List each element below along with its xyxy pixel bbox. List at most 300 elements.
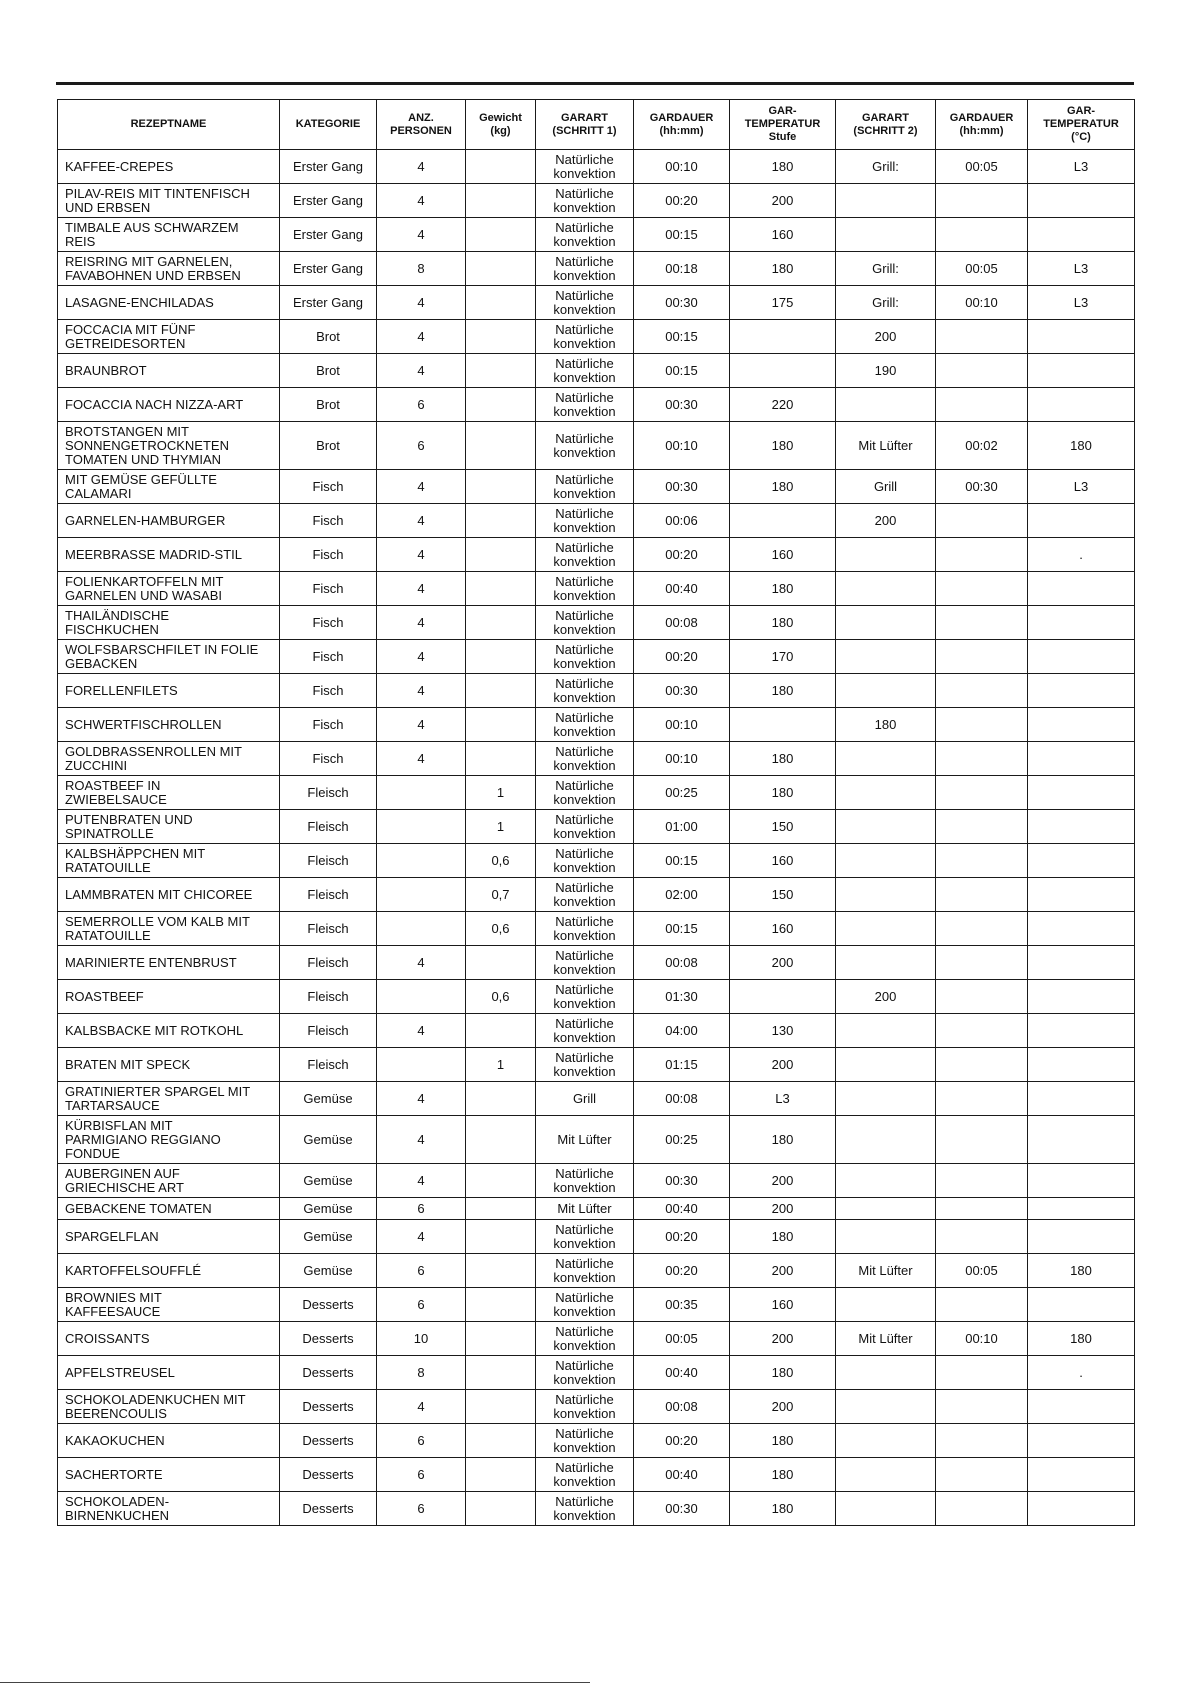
method-1-cell: Natürliche konvektion (536, 640, 634, 674)
temperature-level-cell: 180 (730, 572, 836, 606)
weight-cell: 1 (466, 1048, 536, 1082)
method-1-cell: Natürliche konvektion (536, 504, 634, 538)
temperature-celsius-cell: . (1028, 538, 1135, 572)
duration-2-cell (936, 1288, 1028, 1322)
recipe-name-cell: KÜRBISFLAN MIT PARMIGIANO REGGIANO FONDUE (58, 1116, 280, 1164)
method-1-cell: Natürliche konvektion (536, 606, 634, 640)
persons-cell: 6 (377, 1198, 466, 1220)
temperature-level-cell: 180 (730, 422, 836, 470)
temperature-level-cell: 150 (730, 810, 836, 844)
temperature-celsius-cell (1028, 1220, 1135, 1254)
method-2-cell (836, 946, 936, 980)
temperature-level-cell: 180 (730, 606, 836, 640)
recipe-name-cell: LASAGNE-ENCHILADAS (58, 286, 280, 320)
temperature-level-cell: 160 (730, 218, 836, 252)
recipe-name-cell: KAKAOKUCHEN (58, 1424, 280, 1458)
persons-cell: 4 (377, 1164, 466, 1198)
temperature-level-cell: 180 (730, 1424, 836, 1458)
duration-2-cell (936, 320, 1028, 354)
table-header-row (58, 100, 1135, 150)
method-1-cell: Natürliche konvektion (536, 184, 634, 218)
duration-2-cell (936, 388, 1028, 422)
method-1-cell: Natürliche konvektion (536, 1048, 634, 1082)
recipe-name-cell: GEBACKENE TOMATEN (58, 1198, 280, 1220)
duration-1-cell: 00:20 (634, 1424, 730, 1458)
method-1-cell: Natürliche konvektion (536, 674, 634, 708)
temperature-celsius-cell (1028, 1390, 1135, 1424)
method-1-cell: Natürliche konvektion (536, 708, 634, 742)
duration-1-cell: 00:25 (634, 776, 730, 810)
weight-cell (466, 388, 536, 422)
method-2-cell: Grill: (836, 252, 936, 286)
method-1-cell: Natürliche konvektion (536, 1322, 634, 1356)
header-cell (58, 100, 280, 150)
weight-cell (466, 1116, 536, 1164)
recipe-name-cell: MARINIERTE ENTENBRUST (58, 946, 280, 980)
table-row (58, 1424, 1135, 1458)
duration-1-cell: 00:10 (634, 742, 730, 776)
persons-cell: 4 (377, 742, 466, 776)
weight-cell (466, 1220, 536, 1254)
recipe-name-cell: KAFFEE-CREPES (58, 150, 280, 184)
recipe-name-cell: KALBSBACKE MIT ROTKOHL (58, 1014, 280, 1048)
weight-cell (466, 504, 536, 538)
method-2-cell (836, 572, 936, 606)
duration-1-cell: 00:40 (634, 1458, 730, 1492)
weight-cell (466, 150, 536, 184)
duration-1-cell: 00:25 (634, 1116, 730, 1164)
method-2-cell (836, 218, 936, 252)
method-2-cell: Mit Lüfter (836, 1254, 936, 1288)
weight-cell (466, 218, 536, 252)
method-1-cell: Mit Lüfter (536, 1198, 634, 1220)
weight-cell: 0,6 (466, 912, 536, 946)
recipe-name-cell: SPARGELFLAN (58, 1220, 280, 1254)
header-cell (634, 100, 730, 150)
duration-1-cell: 00:15 (634, 354, 730, 388)
category-cell: Fleisch (280, 1048, 377, 1082)
recipe-name-cell: SCHOKOLADENKUCHEN MIT BEERENCOULIS (58, 1390, 280, 1424)
weight-cell (466, 742, 536, 776)
method-1-cell: Natürliche konvektion (536, 1164, 634, 1198)
weight-cell (466, 1424, 536, 1458)
header-duration-2: GARDAUER (hh:mm) (949, 111, 1014, 137)
method-2-cell (836, 1288, 936, 1322)
persons-cell: 6 (377, 1424, 466, 1458)
recipe-name-cell: BRATEN MIT SPECK (58, 1048, 280, 1082)
duration-1-cell: 00:15 (634, 844, 730, 878)
temperature-level-cell: 170 (730, 640, 836, 674)
recipe-name-cell: APFELSTREUSEL (58, 1356, 280, 1390)
method-1-cell: Natürliche konvektion (536, 1356, 634, 1390)
persons-cell: 4 (377, 640, 466, 674)
duration-2-cell (936, 878, 1028, 912)
duration-1-cell: 00:20 (634, 1220, 730, 1254)
persons-cell: 6 (377, 422, 466, 470)
weight-cell (466, 1390, 536, 1424)
category-cell: Brot (280, 354, 377, 388)
table-row (58, 1390, 1135, 1424)
method-2-cell (836, 640, 936, 674)
temperature-celsius-cell (1028, 388, 1135, 422)
temperature-level-cell: 200 (730, 946, 836, 980)
table-row (58, 286, 1135, 320)
duration-1-cell: 00:15 (634, 218, 730, 252)
duration-1-cell: 00:40 (634, 572, 730, 606)
recipe-name-cell: BROWNIES MIT KAFFEESAUCE (58, 1288, 280, 1322)
table-row (58, 1288, 1135, 1322)
duration-2-cell (936, 504, 1028, 538)
method-2-cell: Grill: (836, 150, 936, 184)
duration-2-cell: 00:02 (936, 422, 1028, 470)
weight-cell: 0,7 (466, 878, 536, 912)
duration-2-cell: 00:05 (936, 1254, 1028, 1288)
weight-cell (466, 572, 536, 606)
persons-cell: 4 (377, 184, 466, 218)
header-persons: ANZ. PERSONEN (390, 111, 452, 137)
persons-cell: 4 (377, 470, 466, 504)
persons-cell: 10 (377, 1322, 466, 1356)
duration-2-cell (936, 912, 1028, 946)
method-2-cell (836, 912, 936, 946)
temperature-celsius-cell (1028, 218, 1135, 252)
temperature-celsius-cell (1028, 354, 1135, 388)
duration-1-cell: 00:15 (634, 912, 730, 946)
header-cell (936, 100, 1028, 150)
duration-2-cell: 00:05 (936, 252, 1028, 286)
method-2-cell (836, 1424, 936, 1458)
method-1-cell: Natürliche konvektion (536, 1014, 634, 1048)
table-row (58, 218, 1135, 252)
method-2-cell (836, 674, 936, 708)
recipe-name-cell: PILAV-REIS MIT TINTENFISCH UND ERBSEN (58, 184, 280, 218)
persons-cell: 4 (377, 218, 466, 252)
duration-1-cell: 00:08 (634, 1390, 730, 1424)
recipe-name-cell: FOCCACIA MIT FÜNF GETREIDESORTEN (58, 320, 280, 354)
duration-1-cell: 00:30 (634, 286, 730, 320)
category-cell: Erster Gang (280, 286, 377, 320)
duration-2-cell (936, 1014, 1028, 1048)
method-2-cell: Mit Lüfter (836, 1322, 936, 1356)
table-row (58, 776, 1135, 810)
duration-2-cell (936, 1492, 1028, 1526)
duration-2-cell (936, 1356, 1028, 1390)
table-row (58, 980, 1135, 1014)
temperature-celsius-cell (1028, 844, 1135, 878)
duration-1-cell: 00:08 (634, 606, 730, 640)
weight-cell: 1 (466, 776, 536, 810)
category-cell: Fleisch (280, 878, 377, 912)
method-2-cell (836, 184, 936, 218)
table-row (58, 674, 1135, 708)
table-row (58, 1492, 1135, 1526)
duration-2-cell (936, 354, 1028, 388)
temperature-celsius-cell (1028, 606, 1135, 640)
table-row (58, 606, 1135, 640)
category-cell: Gemüse (280, 1116, 377, 1164)
method-2-cell (836, 1164, 936, 1198)
weight-cell (466, 538, 536, 572)
method-1-cell: Natürliche konvektion (536, 980, 634, 1014)
persons-cell (377, 1048, 466, 1082)
temperature-celsius-cell (1028, 742, 1135, 776)
temperature-level-cell: 160 (730, 1288, 836, 1322)
duration-2-cell (936, 980, 1028, 1014)
temperature-level-cell: 180 (730, 1458, 836, 1492)
category-cell: Desserts (280, 1356, 377, 1390)
duration-2-cell (936, 1048, 1028, 1082)
method-1-cell: Natürliche konvektion (536, 878, 634, 912)
category-cell: Gemüse (280, 1254, 377, 1288)
category-cell: Fisch (280, 640, 377, 674)
table-row (58, 1116, 1135, 1164)
persons-cell: 6 (377, 1288, 466, 1322)
temperature-level-cell (730, 980, 836, 1014)
method-2-cell (836, 844, 936, 878)
duration-2-cell (936, 218, 1028, 252)
temperature-celsius-cell: 180 (1028, 1322, 1135, 1356)
recipe-name-cell: THAILÄNDISCHE FISCHKUCHEN (58, 606, 280, 640)
method-1-cell: Natürliche konvektion (536, 1492, 634, 1526)
duration-1-cell: 00:30 (634, 470, 730, 504)
table-row (58, 252, 1135, 286)
temperature-level-cell: 180 (730, 674, 836, 708)
temperature-celsius-cell (1028, 184, 1135, 218)
duration-2-cell (936, 1198, 1028, 1220)
weight-cell (466, 674, 536, 708)
table-row (58, 1048, 1135, 1082)
temperature-celsius-cell (1028, 776, 1135, 810)
weight-cell: 0,6 (466, 980, 536, 1014)
method-1-cell: Natürliche konvektion (536, 844, 634, 878)
persons-cell: 6 (377, 1492, 466, 1526)
temperature-celsius-cell (1028, 980, 1135, 1014)
category-cell: Fisch (280, 674, 377, 708)
method-1-cell: Natürliche konvektion (536, 320, 634, 354)
table-row (58, 422, 1135, 470)
persons-cell: 4 (377, 674, 466, 708)
table-row (58, 1458, 1135, 1492)
persons-cell: 4 (377, 286, 466, 320)
recipe-name-cell: GARNELEN-HAMBURGER (58, 504, 280, 538)
duration-2-cell (936, 1424, 1028, 1458)
temperature-level-cell: 180 (730, 252, 836, 286)
temperature-celsius-cell: L3 (1028, 286, 1135, 320)
category-cell: Desserts (280, 1424, 377, 1458)
recipe-name-cell: MIT GEMÜSE GEFÜLLTE CALAMARI (58, 470, 280, 504)
method-1-cell: Natürliche konvektion (536, 1390, 634, 1424)
method-1-cell: Natürliche konvektion (536, 1288, 634, 1322)
table-row (58, 1014, 1135, 1048)
method-2-cell: Mit Lüfter (836, 422, 936, 470)
temperature-celsius-cell (1028, 504, 1135, 538)
persons-cell: 4 (377, 354, 466, 388)
persons-cell: 4 (377, 150, 466, 184)
duration-2-cell: 00:05 (936, 150, 1028, 184)
recipe-table (57, 99, 1135, 1526)
persons-cell: 4 (377, 538, 466, 572)
category-cell: Brot (280, 422, 377, 470)
method-1-cell: Natürliche konvektion (536, 218, 634, 252)
temperature-level-cell: 180 (730, 776, 836, 810)
table-row (58, 1220, 1135, 1254)
temperature-celsius-cell (1028, 1458, 1135, 1492)
persons-cell (377, 844, 466, 878)
duration-2-cell (936, 946, 1028, 980)
header-cell (536, 100, 634, 150)
duration-2-cell (936, 640, 1028, 674)
category-cell: Desserts (280, 1458, 377, 1492)
method-2-cell: Grill: (836, 286, 936, 320)
duration-2-cell (936, 538, 1028, 572)
recipe-name-cell: FOCACCIA NACH NIZZA-ART (58, 388, 280, 422)
table-row (58, 912, 1135, 946)
persons-cell: 4 (377, 1014, 466, 1048)
temperature-level-cell: 200 (730, 1254, 836, 1288)
persons-cell: 6 (377, 388, 466, 422)
method-2-cell (836, 1198, 936, 1220)
temperature-level-cell: 180 (730, 1116, 836, 1164)
temperature-level-cell: 150 (730, 878, 836, 912)
weight-cell (466, 640, 536, 674)
persons-cell: 4 (377, 504, 466, 538)
top-rule (56, 82, 1134, 85)
category-cell: Fisch (280, 538, 377, 572)
duration-1-cell: 00:40 (634, 1198, 730, 1220)
header-temperature-level: GAR- TEMPERATUR Stufe (744, 105, 821, 143)
temperature-level-cell: 180 (730, 1492, 836, 1526)
header-temperature-celsius: GAR- TEMPERATUR (°C) (1043, 105, 1119, 143)
temperature-level-cell (730, 320, 836, 354)
duration-2-cell (936, 1116, 1028, 1164)
temperature-level-cell: 180 (730, 470, 836, 504)
temperature-celsius-cell (1028, 1424, 1135, 1458)
temperature-celsius-cell: L3 (1028, 252, 1135, 286)
duration-1-cell: 00:20 (634, 640, 730, 674)
temperature-celsius-cell (1028, 572, 1135, 606)
temperature-celsius-cell (1028, 878, 1135, 912)
table-row (58, 320, 1135, 354)
temperature-level-cell (730, 708, 836, 742)
header-cell (1028, 100, 1135, 150)
duration-1-cell: 00:30 (634, 388, 730, 422)
category-cell: Gemüse (280, 1164, 377, 1198)
duration-2-cell (936, 1220, 1028, 1254)
header-recipe-name: REZEPTNAME (130, 118, 207, 130)
method-2-cell (836, 606, 936, 640)
temperature-celsius-cell: L3 (1028, 150, 1135, 184)
recipe-name-cell: MEERBRASSE MADRID-STIL (58, 538, 280, 572)
persons-cell (377, 980, 466, 1014)
method-2-cell: Grill (836, 470, 936, 504)
temperature-level-cell: 200 (730, 1048, 836, 1082)
category-cell: Fisch (280, 606, 377, 640)
duration-2-cell (936, 606, 1028, 640)
duration-1-cell: 00:20 (634, 184, 730, 218)
recipe-name-cell: SCHWERTFISCHROLLEN (58, 708, 280, 742)
persons-cell: 4 (377, 1116, 466, 1164)
weight-cell (466, 286, 536, 320)
category-cell: Desserts (280, 1322, 377, 1356)
category-cell: Fleisch (280, 980, 377, 1014)
duration-2-cell (936, 1082, 1028, 1116)
method-2-cell (836, 1116, 936, 1164)
table-row (58, 572, 1135, 606)
duration-1-cell: 00:15 (634, 320, 730, 354)
duration-1-cell: 00:10 (634, 708, 730, 742)
temperature-level-cell: 160 (730, 844, 836, 878)
method-2-cell: 180 (836, 708, 936, 742)
method-1-cell: Natürliche konvektion (536, 742, 634, 776)
method-2-cell (836, 1356, 936, 1390)
recipe-table-body (58, 150, 1135, 1526)
temperature-celsius-cell: 180 (1028, 1254, 1135, 1288)
method-2-cell: 190 (836, 354, 936, 388)
category-cell: Fisch (280, 742, 377, 776)
weight-cell (466, 1288, 536, 1322)
recipe-name-cell: FOLIENKARTOFFELN MIT GARNELEN UND WASABI (58, 572, 280, 606)
weight-cell (466, 708, 536, 742)
temperature-level-cell: 180 (730, 1356, 836, 1390)
duration-1-cell: 00:30 (634, 674, 730, 708)
method-2-cell (836, 1390, 936, 1424)
method-2-cell (836, 1220, 936, 1254)
weight-cell (466, 422, 536, 470)
persons-cell: 8 (377, 252, 466, 286)
table-row (58, 1082, 1135, 1116)
method-1-cell: Natürliche konvektion (536, 946, 634, 980)
duration-1-cell: 00:35 (634, 1288, 730, 1322)
persons-cell: 4 (377, 946, 466, 980)
persons-cell: 4 (377, 572, 466, 606)
table-row (58, 538, 1135, 572)
table-row (58, 388, 1135, 422)
method-1-cell: Natürliche konvektion (536, 810, 634, 844)
weight-cell (466, 606, 536, 640)
table-row (58, 878, 1135, 912)
duration-2-cell: 00:10 (936, 1322, 1028, 1356)
header-cell (730, 100, 836, 150)
recipe-name-cell: WOLFSBARSCHFILET IN FOLIE GEBACKEN (58, 640, 280, 674)
temperature-level-cell: 180 (730, 742, 836, 776)
persons-cell: 6 (377, 1458, 466, 1492)
table-row (58, 150, 1135, 184)
recipe-name-cell: GRATINIERTER SPARGEL MIT TARTARSAUCE (58, 1082, 280, 1116)
table-row (58, 1322, 1135, 1356)
duration-2-cell (936, 674, 1028, 708)
duration-1-cell: 00:08 (634, 946, 730, 980)
weight-cell (466, 1492, 536, 1526)
method-1-cell: Natürliche konvektion (536, 538, 634, 572)
duration-1-cell: 02:00 (634, 878, 730, 912)
recipe-name-cell: KARTOFFELSOUFFLÉ (58, 1254, 280, 1288)
persons-cell: 4 (377, 606, 466, 640)
duration-2-cell (936, 184, 1028, 218)
temperature-level-cell: 200 (730, 1322, 836, 1356)
duration-2-cell (936, 572, 1028, 606)
header-cooking-method-1: GARART (SCHRITT 1) (552, 111, 617, 137)
duration-1-cell: 01:00 (634, 810, 730, 844)
weight-cell (466, 946, 536, 980)
table-row (58, 742, 1135, 776)
header-cell (280, 100, 377, 150)
temperature-celsius-cell (1028, 1492, 1135, 1526)
method-1-cell: Natürliche konvektion (536, 422, 634, 470)
duration-1-cell: 00:18 (634, 252, 730, 286)
category-cell: Fleisch (280, 776, 377, 810)
weight-cell (466, 1322, 536, 1356)
table-row (58, 708, 1135, 742)
